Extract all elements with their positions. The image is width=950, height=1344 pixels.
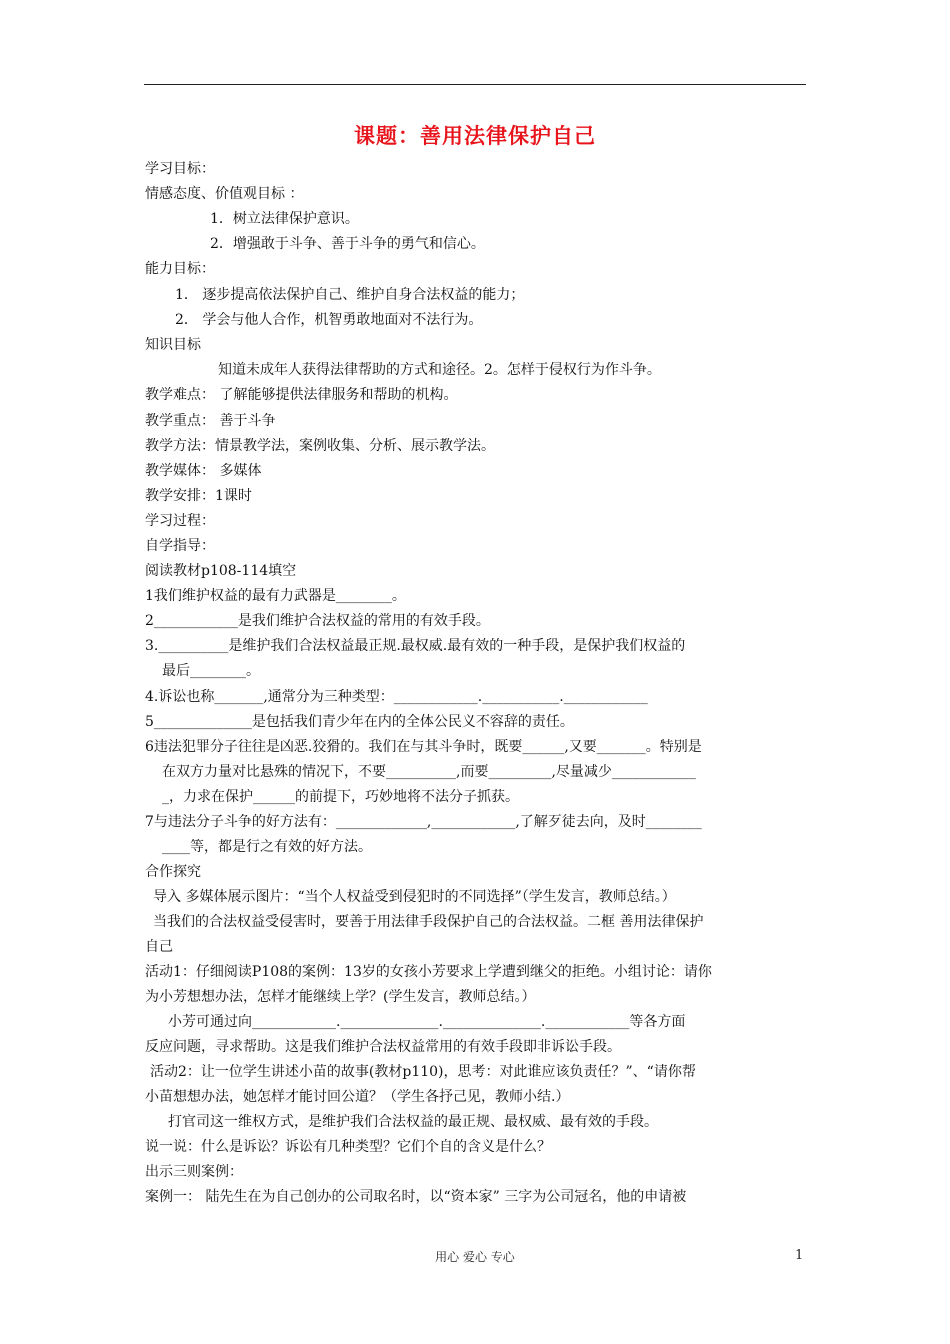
header-rule — [144, 84, 806, 85]
text-line: 导入 多媒体展示图片：“当个人权益受到侵犯时的不同选择”（学生发言，教师总结。） — [153, 889, 676, 905]
text-line: 说一说：什么是诉讼？诉讼有几种类型？它们个自的含义是什么？ — [145, 1139, 551, 1155]
text-line: 情感态度、价值观目标 ： — [145, 186, 304, 202]
text-line: 在双方力量对比悬殊的情况下，不要__________,而要_________,尽量减少____________ — [162, 764, 696, 780]
text-line: 2．增强敢于斗争、善于斗争的勇气和信心。 — [210, 236, 485, 252]
text-line: 学习目标： — [145, 161, 215, 177]
text-line: 为小芳想想办法，怎样才能继续上学？(学生发言，教师总结。） — [145, 989, 536, 1005]
text-line: 1． 逐步提高依法保护自己、维护自身合法权益的能力； — [175, 287, 525, 303]
text-line: 教学安排：1课时 — [145, 488, 252, 504]
text-line: 打官司这一维权方式，是维护我们合法权益的最正规、最权威、最有效的手段。 — [168, 1114, 658, 1130]
text-line: 小芳可通过向____________.______________.______________.____________等各方面 — [168, 1014, 686, 1030]
text-line: 教学媒体： 多媒体 — [145, 463, 262, 479]
text-line: 2． 学会与他人合作，机智勇敢地面对不法行为。 — [175, 312, 483, 328]
text-line: 7与违法分子斗争的好方法有：_____________,____________,了解歹徒去向，及时________ — [145, 814, 702, 830]
text-line: 最后________。 — [162, 663, 260, 679]
text-line: 知识目标 — [145, 337, 201, 353]
text-line: 教学重点： 善于斗争 — [145, 413, 276, 429]
text-line: 1．树立法律保护意识。 — [210, 211, 359, 227]
text-line: 活动2：让一位学生讲述小苗的故事(教材p110)，思考：对此谁应该负责任？”、“请你帮 — [150, 1064, 696, 1080]
text-line: 1我们维护权益的最有力武器是________。 — [145, 588, 406, 604]
text-line: 能力目标： — [145, 261, 215, 277]
text-line: 自己 — [145, 939, 173, 955]
text-line: 出示三则案例： — [145, 1164, 243, 1180]
text-line: 活动1：仔细阅读P108的案例：13岁的女孩小芳要求上学遭到继父的拒绝。小组讨论：请你 — [145, 964, 712, 980]
text-line: 5______________是包括我们青少年在内的全体公民义不容辞的责任。 — [145, 714, 574, 730]
text-line: 小苗想想办法，她怎样才能讨回公道？（学生各抒己见，教师小结.） — [145, 1089, 570, 1105]
text-line: 3.__________是维护我们合法权益最正规.最权威.最有效的一种手段，是保护我们权益的 — [145, 638, 686, 654]
text-line: 知道未成年人获得法律帮助的方式和途径。2。怎样于侵权行为作斗争。 — [218, 362, 661, 378]
text-line: 当我们的合法权益受侵害时，要善于用法律手段保护自己的合法权益。二框 善用法律保护 — [153, 914, 704, 930]
text-line: 4.诉讼也称_______,通常分为三种类型：____________.___________.____________ — [145, 689, 648, 705]
text-line: 教学方法：情景教学法，案例收集、分析、展示教学法。 — [145, 438, 495, 454]
page-footer: 用心 爱心 专心 — [435, 1250, 515, 1264]
text-line: 2____________是我们维护合法权益的常用的有效手段。 — [145, 613, 490, 629]
page-number: 1 — [795, 1248, 804, 1263]
text-line: 6违法犯罪分子往往是凶恶.狡猾的。我们在与其斗争时，既要______,又要_______。特别是 — [145, 739, 702, 755]
text-line: 学习过程： — [145, 513, 215, 529]
text-line: 教学难点： 了解能够提供法律服务和帮助的机构。 — [145, 387, 458, 403]
text-line: _，力求在保护______的前提下，巧妙地将不法分子抓获。 — [162, 789, 519, 805]
text-line: 自学指导： — [145, 538, 215, 554]
text-line: 阅读教材p108-114填空 — [145, 563, 297, 579]
text-line: 案例一： 陆先生在为自己创办的公司取名时，以“资本家” 三字为公司冠名，他的申请被 — [145, 1189, 687, 1205]
page-title: 课题：善用法律保护自己 — [354, 124, 596, 148]
text-line: ____等，都是行之有效的好方法。 — [162, 839, 372, 855]
text-line: 合作探究 — [145, 864, 201, 880]
text-line: 反应问题，寻求帮助。这是我们维护合法权益常用的有效手段即非诉讼手段。 — [145, 1039, 621, 1055]
